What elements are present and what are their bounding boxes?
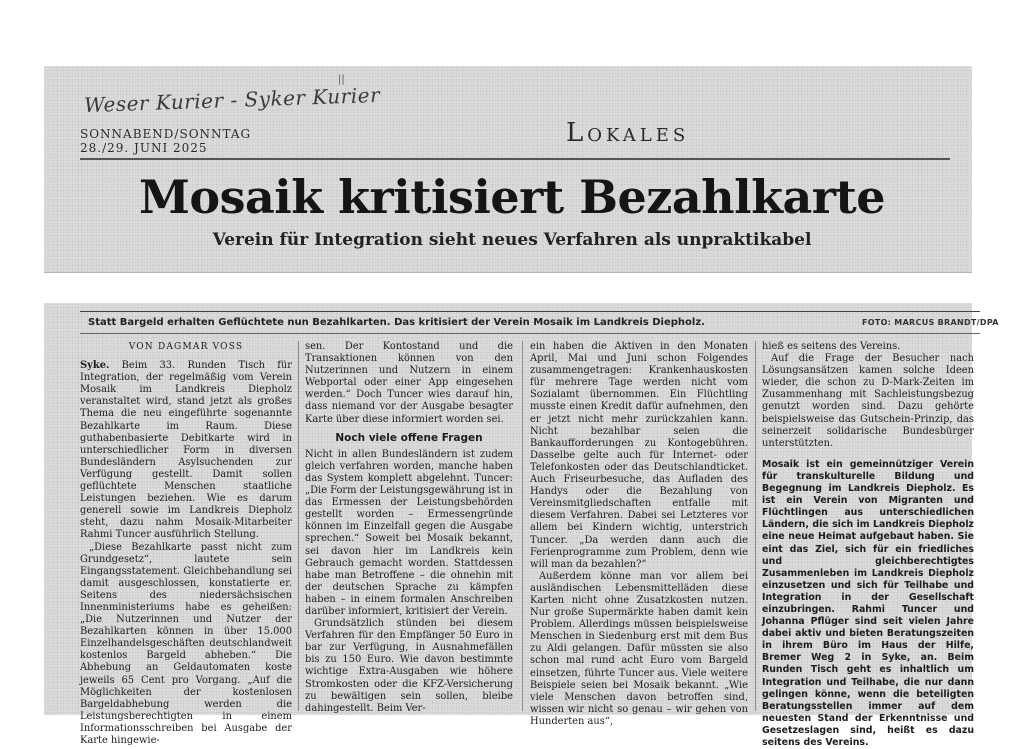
article-column-3 bbox=[530, 341, 748, 727]
article-column-4 bbox=[762, 341, 974, 748]
column-divider bbox=[298, 341, 299, 711]
article-column-2 bbox=[305, 341, 513, 713]
article-paragraph: Nicht in allen Bundesländern ist zudem gleich verfahren worden, manche haben das System komplett abgelehnt. Tuncer: „Die Form der Leistungsgewährung ist in das Ermessen der Leistungsbehörden gestellt worden – Ermessengründe können im Einzelfall gegen die Ausgabe sprechen.“ Soweit bei Mosaik bekannt, sei davon hier im Landkreis kein Gebrauch gemacht worden. Stattdessen habe man Betroffene – die ohnehin mit der deutschen Sprache zu kämpfen haben – in einem formalen Anschreiben darüber informiert, kritisiert der Verein. bbox=[305, 448, 514, 617]
article-paragraph bbox=[80, 360, 292, 541]
header-divider bbox=[80, 158, 950, 160]
article-paragraph: Außerdem könne man vor allem bei ausländischen Lebensmittelläden diese Karten nicht ohne Zusatzkosten nutzen. Nur große Supermärkte haben damit kein Problem. Allerdings müssen beispielsweise Menschen in Siedenburg erst mit dem Bus zu Aldi gelangen. Dafür müssten sie also schon mal rund acht Euro vom Bargeld einsetzen, führte Tuncer aus. Viele weitere Beispiele seien bei Mosaik bekannt. „Wie viele Menschen davon betroffen sind, wissen wir nicht so genau – wir gehen von Hunderten aus“, bbox=[530, 570, 748, 727]
article-paragraph: „Diese Bezahlkarte passt nicht zum Grundgesetz“, lautete sein Eingangsstatement. Gleichbehandlung sei damit ausgeschlossen, konstatierte er. Seitens des niedersächsischen Innenministeriums habe es geheißen: „Die Nutzerinnen und Nutzer der Bezahlkarten können in über 15.000 Einzelhandelsgeschäften deutschlandweit kostenlos Bargeld abheben.“ Die Abhebung an Geldautomaten koste jeweils 65 Cent pro Vorgang. „Auf die Möglichkeiten der kostenlosen Bargeldabhebung werden die Leistungsberechtigten in einem Informationsschreiben bei Ausgabe der Karte hingewie- bbox=[80, 541, 292, 746]
article-paragraph: Grundsätzlich stünden bei diesem Verfahren für den Empfänger 50 Euro in bar zur Verfügung, in Ausnahmefällen bis zu 150 Euro. Wie davon bestimmte wichtige Extra-Ausgaben wie höhere Stromkosten oder die KFZ-Versicherung zu bewältigen sein sollen, bleibe dahingestellt. Beim Ver- bbox=[305, 618, 513, 714]
issue-date bbox=[80, 127, 251, 155]
caption-divider-bottom bbox=[80, 333, 980, 334]
column-divider bbox=[755, 341, 756, 711]
article-column-1 bbox=[80, 341, 292, 746]
article-paragraph: sen. Der Kontostand und die Transaktionen können von den Nutzerinnen und Nutzern in einem Webportal oder einer App eingesehen werden.“ Doch Tuncer wies darauf hin, dass niemand vor der Ausgabe besagter Karte über diese informiert worden sei. bbox=[305, 341, 513, 425]
section-label: Lokales bbox=[566, 118, 690, 148]
handwritten-source-note: Weser Kurier - Syker Kurier bbox=[83, 82, 381, 118]
article-author: VON DAGMAR VOSS bbox=[128, 342, 244, 352]
article-paragraph: Auf die Frage der Besucher nach Lösungsansätzen kamen solche Ideen wieder, die schon zu D-Mark-Zeiten im Zusammenhang mit Sachleistungsbezug genutzt worden sind. Dazu gehörte beispielsweise das Gutschein-Prinzip, das seinerzeit solidarische Bundesbürger unterstützten. bbox=[762, 353, 974, 449]
article-paragraph: ein haben die Aktiven in den Monaten April, Mai und Juni schon Folgendes zusammengetragen: Krankenhauskosten für mehrere Tage werden nicht vom Sozialamt übernommen. Ein Flüchtling musste einen Kredit dafür aufnehmen, den er jetzt nicht mehr zurückzahlen kann. Nicht bezahlbar seien die Bankaufforderungen zu Kontogebühren. Dasselbe gelte auch für Internet- oder Telefonkosten oder das Deutschlandticket. Auch Friseurbesuche, das Aufladen des Handys oder die Bezahlung von Vereinsmitgliedschaften entfalle mit diesem Verfahren. Dabei sei Letzteres vor allem bei Kindern wichtig, unterstrich Tuncer. „Da werden dann auch die Ferienprogramme zum Problem, denn wie will man da bezahlen?“ bbox=[530, 341, 748, 570]
photo-caption: Statt Bargeld erhalten Geflüchtete nun Bezahlkarten. Das kritisiert der Verein Mosaik im Landkreis Diepholz. bbox=[88, 317, 705, 328]
article-subheadline: Verein für Integration sieht neues Verfahren als unpraktikabel bbox=[212, 230, 812, 250]
article-paragraph: hieß es seitens des Vereins. bbox=[762, 341, 901, 352]
article-subhead: Noch viele offene Fragen bbox=[335, 431, 483, 444]
pen-mark-icon: || bbox=[338, 74, 345, 85]
issue-date-value: 28./29. JUNI 2025 bbox=[80, 141, 208, 155]
article-headline: Mosaik kritisiert Bezahlkarte bbox=[138, 170, 886, 224]
caption-divider-top bbox=[80, 311, 980, 312]
photo-credit: FOTO: MARCUS BRANDT/DPA bbox=[862, 318, 999, 327]
association-info-box: Mosaik ist ein gemeinnütziger Verein für transkulturelle Bildung und Begegnung im Landkreis Diepholz. Es ist ein Verein von Migranten und Flüchtlingen aus unterschiedlichen Ländern, die sich im Landkreis Diepholz eine neue Heimat aufgebaut haben. Sie eint das Ziel, sich für ein friedliches und gleichberechtigtes Zusammenleben im Landkreis Diepholz einzusetzen und sich für Teilhabe und Integration in der Gesellschaft einzubringen. Rahmi Tuncer und Johanna Pflüger sind seit vielen Jahre dabei aktiv und bieten Beratungszeiten in ihrem Büro im Haus der Hilfe, Bremer Weg 2 in Syke, an. Beim Runden Tisch geht es inhaltlich um Integration und Teilhabe, die nur dann gelingen könne, wenn die beteiligten Beratungsstellen immer auf dem neuesten Stand der Erkenntnisse und Gesetzeslagen sind, heißt es dazu seitens des Vereins. bbox=[762, 458, 974, 748]
article-paragraph-text: Beim 33. Runden Tisch für Integration, der regelmäßig vom Verein Mosaik im Landkreis Diepholz veranstaltet wird, stand jetzt als großes Thema die neu eingeführte sogenannte Bezahlkarte im Raum. Diese guthabenbasierte Debitkarte wird in unterschiedlicher Form in diversen Bundesländern Asylsuchenden zur Verfügung gestellt. Damit sollen geflüchtete Menschen staatliche Leistungen beziehen. Wie es darum generell sowie im Landkreis Diepholz steht, dazu nahm Mosaik-Mitarbeiter Rahmi Tuncer ausführlich Stellung. bbox=[80, 360, 292, 541]
column-divider bbox=[522, 341, 523, 711]
article-dateline: Syke. bbox=[80, 360, 110, 372]
issue-day: SONNABEND/SONNTAG bbox=[80, 127, 252, 141]
